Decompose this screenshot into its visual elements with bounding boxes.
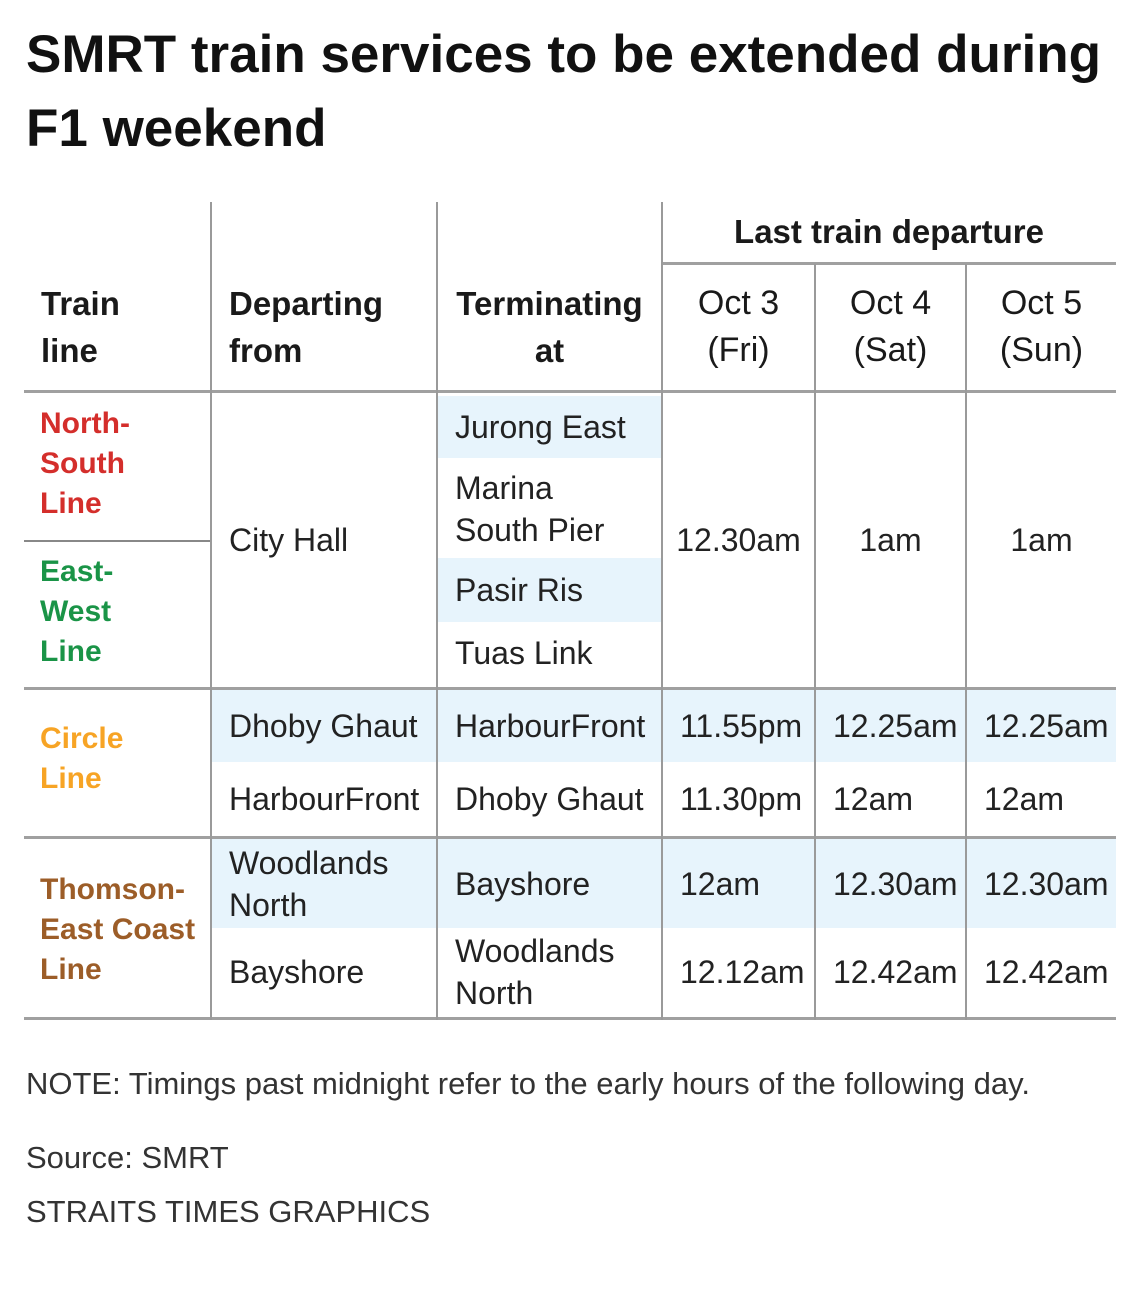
time-ccl-row2-oct5: 12am: [984, 781, 1065, 817]
header-bottom-rule: [24, 390, 1116, 393]
terminating-tel-row1: Bayshore: [455, 865, 591, 902]
terminating-tel-row2: Woodlands North: [455, 933, 615, 1011]
header-oct4: Oct 4 (Sat): [849, 284, 932, 369]
terminating-pasir-ris: Pasir Ris: [455, 572, 584, 608]
terminating-marina-south-pier: Marina South Pier: [455, 470, 605, 548]
departing-tel-row2: Bayshore: [229, 954, 365, 990]
terminating-ccl-row1: HarbourFront: [455, 708, 646, 744]
terminating-ccl-row2: Dhoby Ghaut: [455, 781, 644, 817]
time-tel-row2-oct4: 12.42am: [833, 954, 958, 990]
time-tel-row2-oct3: 12.12am: [680, 954, 805, 990]
group-header-rule: [662, 262, 1116, 265]
table-bottom-rule: [24, 1017, 1116, 1020]
departing-city-hall: City Hall: [229, 522, 349, 558]
departing-ccl-row1: Dhoby Ghaut: [229, 708, 418, 744]
line-name-circle: Circle Line: [40, 722, 124, 795]
col-divider-1: [210, 202, 212, 1020]
time-nsl-ewl-oct4: 1am: [859, 522, 922, 558]
time-ccl-row1-oct5: 12.25am: [984, 708, 1109, 744]
terminating-jurong-east: Jurong East: [455, 409, 626, 445]
nsl-ewl-divider: [24, 540, 210, 542]
time-ccl-row1-oct3: 11.55pm: [680, 708, 803, 744]
header-train-line: Train line: [41, 285, 120, 369]
header-departing-from: Departing from: [229, 285, 384, 369]
header-oct5: Oct 5 (Sun): [999, 284, 1084, 369]
chart-title: SMRT train services to be extended during F1 weekend: [26, 25, 1101, 158]
group-header-last-train: Last train departure: [734, 212, 1044, 250]
time-tel-row1-oct4: 12.30am: [833, 865, 958, 902]
time-tel-row1-oct3: 12am: [680, 865, 761, 902]
time-nsl-ewl-oct5: 1am: [1010, 522, 1073, 558]
line-name-north-south: North- South Line: [40, 407, 130, 520]
line-name-east-west: East- West Line: [40, 555, 114, 668]
header-terminating-at: Terminating at: [456, 285, 643, 369]
time-ccl-row1-oct4: 12.25am: [833, 708, 958, 744]
source-line: Source: SMRT: [26, 1140, 229, 1175]
time-tel-row1-oct5: 12.30am: [984, 865, 1109, 902]
time-tel-row2-oct5: 12.42am: [984, 954, 1109, 990]
time-nsl-ewl-oct3: 12.30am: [676, 522, 801, 558]
terminating-tuas-link: Tuas Link: [455, 635, 593, 671]
header-oct3: Oct 3 (Fri): [697, 284, 780, 369]
departing-ccl-row2: HarbourFront: [229, 781, 420, 817]
time-ccl-row2-oct3: 11.30pm: [680, 781, 803, 817]
time-ccl-row2-oct4: 12am: [833, 781, 914, 817]
departing-tel-row1: Woodlands North: [229, 844, 389, 923]
credit-line: STRAITS TIMES GRAPHICS: [26, 1194, 431, 1229]
footnote: NOTE: Timings past midnight refer to the early hours of the following day.: [26, 1066, 1030, 1101]
line-name-thomson-east-coast: Thomson- East Coast Line: [40, 873, 196, 986]
